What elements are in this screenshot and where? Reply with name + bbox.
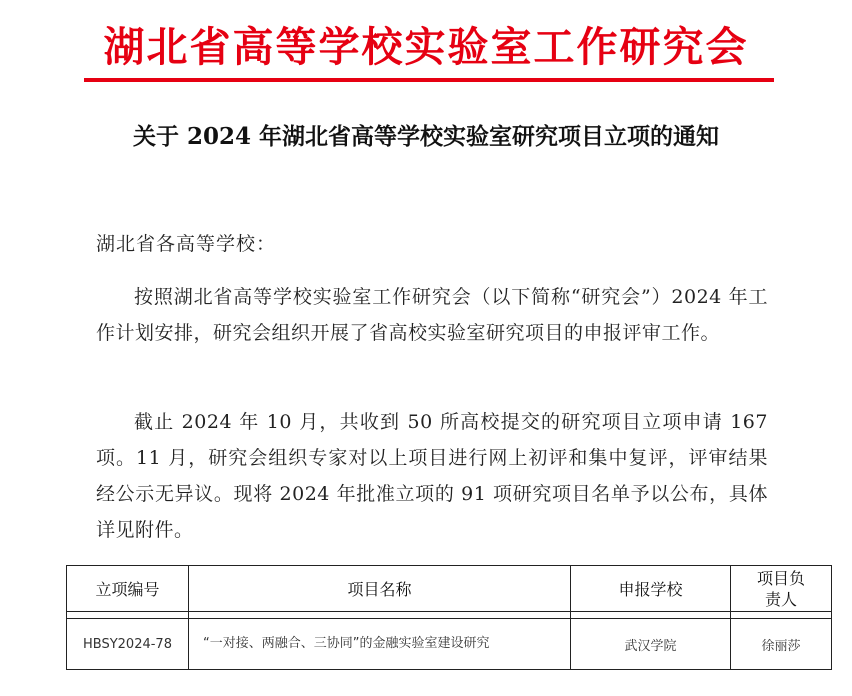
table-row [67,619,832,670]
red-divider-line [84,78,774,82]
paragraph-1: 按照湖北省高等学校实验室工作研究会（以下简称“研究会”）2024 年工作计划安排，研究会组织开展了省高校实验室研究项目的申报评审工作。 [96,286,768,344]
header-leader: 项目负责人 [731,566,832,612]
cell-project-id: HBSY2024-78 [67,619,189,670]
header-project-id: 立项编号 [67,566,189,612]
project-table [66,565,832,670]
cell-school: 武汉学院 [571,619,731,670]
greeting: 湖北省各高等学校： [96,233,277,255]
cell-project-name: “一对接、两融合、三协同”的金融实验室建设研究 [189,619,571,670]
paragraph-2: 截止 2024 年 10 月，共收到 50 所高校提交的研究项目立项申请 167 项。11 月，研究会组织专家对以上项目进行网上初评和集中复评，评审结果经公示无异议。现将 2024 年批准立项的 91 项研究项目名单予以公布，具体详见附件。 [96,411,768,541]
table-spacer-row [67,612,832,619]
document-title: 关于 2024 年湖北省高等学校实验室研究项目立项的通知 [132,123,720,150]
table-header-row [67,566,832,612]
header-school: 申报学校 [571,566,731,612]
header-project-name: 项目名称 [189,566,571,612]
cell-leader: 徐丽莎 [731,619,832,670]
organization-name: 湖北省高等学校实验室工作研究会 [103,23,749,71]
